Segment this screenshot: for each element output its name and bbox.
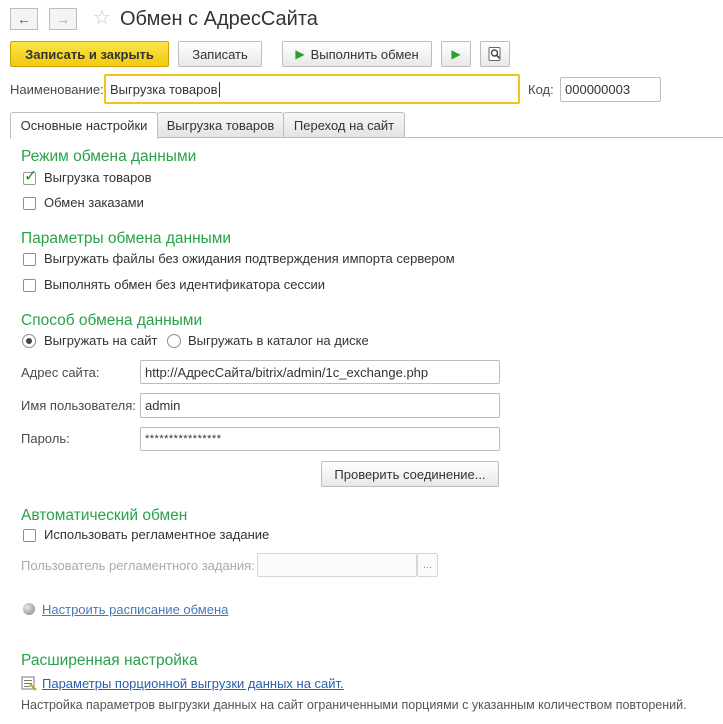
search-icon: [487, 46, 503, 62]
password-input[interactable]: [140, 427, 500, 451]
code-input[interactable]: [560, 77, 661, 102]
code-label: Код:: [528, 82, 554, 97]
to-site-label: Выгружать на сайт: [44, 333, 158, 348]
code-value: 000000003: [565, 82, 631, 97]
username-value: admin: [145, 398, 181, 413]
run-exchange-button[interactable]: [282, 41, 432, 67]
site-address-label: Адрес сайта:: [21, 365, 100, 380]
run-button[interactable]: [441, 41, 471, 67]
no-wait-import-checkbox[interactable]: [23, 253, 36, 266]
portion-description: Настройка параметров выгрузки данных на сайт ограниченными порциями с указанным количеством повторений.: [21, 698, 687, 712]
back-button[interactable]: [10, 8, 38, 30]
section-title-method: Способ обмена данными: [21, 312, 203, 329]
scheduled-user-select-button[interactable]: ...: [417, 553, 438, 577]
settings-list-icon: [21, 675, 37, 691]
save-and-close-button[interactable]: Записать и закрыть: [10, 41, 169, 67]
scheduled-user-label: Пользователь регламентного задания:: [21, 558, 255, 573]
to-disk-radio[interactable]: [167, 334, 181, 348]
to-site-radio[interactable]: [22, 334, 36, 348]
arrow-right-icon: →: [56, 11, 70, 27]
forward-button[interactable]: [49, 8, 77, 30]
window-title: Обмен с АдресСайта: [120, 8, 318, 30]
section-title-params: Параметры обмена данными: [21, 230, 232, 247]
use-scheduled-label: Использовать регламентное задание: [44, 527, 270, 542]
no-session-id-label: Выполнять обмен без идентификатора сессии: [44, 277, 326, 292]
exchange-orders-checkbox[interactable]: [23, 197, 36, 210]
tab-main-settings[interactable]: Основные настройки: [10, 112, 158, 139]
portion-params-link[interactable]: Параметры порционной выгрузки данных на сайт.: [42, 676, 344, 691]
name-value: Выгрузка товаров: [110, 81, 218, 97]
tab-export-goods[interactable]: Выгрузка товаров: [157, 112, 284, 138]
favorite-star-icon[interactable]: ☆: [93, 7, 111, 29]
tab-site-navigation[interactable]: Переход на сайт: [283, 112, 405, 138]
no-session-id-checkbox[interactable]: [23, 279, 36, 292]
arrow-left-icon: ←: [17, 11, 31, 27]
site-address-input[interactable]: [140, 360, 500, 384]
name-input[interactable]: [104, 74, 520, 104]
use-scheduled-checkbox[interactable]: [23, 529, 36, 542]
username-label: Имя пользователя:: [21, 398, 136, 413]
scheduled-user-input[interactable]: [257, 553, 417, 577]
search-button[interactable]: [480, 41, 510, 67]
export-goods-checkbox[interactable]: [23, 168, 38, 185]
site-address-value: http://АдресСайта/bitrix/admin/1c_exchange.php: [145, 364, 429, 380]
section-title-advanced: Расширенная настройка: [21, 652, 198, 669]
password-value: ****************: [145, 433, 222, 445]
no-wait-import-label: Выгружать файлы без ожидания подтверждения импорта сервером: [44, 251, 455, 266]
section-title-auto: Автоматический обмен: [21, 507, 188, 524]
to-disk-label: Выгружать в каталог на диске: [188, 333, 369, 348]
check-connection-button[interactable]: Проверить соединение...: [321, 461, 499, 487]
play-icon: ▶: [295, 47, 305, 61]
username-input[interactable]: [140, 393, 500, 418]
password-label: Пароль:: [21, 431, 70, 446]
schedule-icon: [22, 602, 36, 616]
run-exchange-label: Выполнить обмен: [310, 46, 419, 62]
export-goods-label: Выгрузка товаров: [44, 170, 152, 185]
checkmark-icon: ✓: [24, 168, 38, 185]
save-button[interactable]: Записать: [178, 41, 262, 67]
section-title-mode: Режим обмена данными: [21, 148, 197, 165]
name-label: Наименование:: [10, 82, 104, 97]
exchange-orders-label: Обмен заказами: [44, 195, 144, 210]
play-icon: ▶: [451, 47, 461, 61]
schedule-link[interactable]: Настроить расписание обмена: [42, 602, 229, 617]
